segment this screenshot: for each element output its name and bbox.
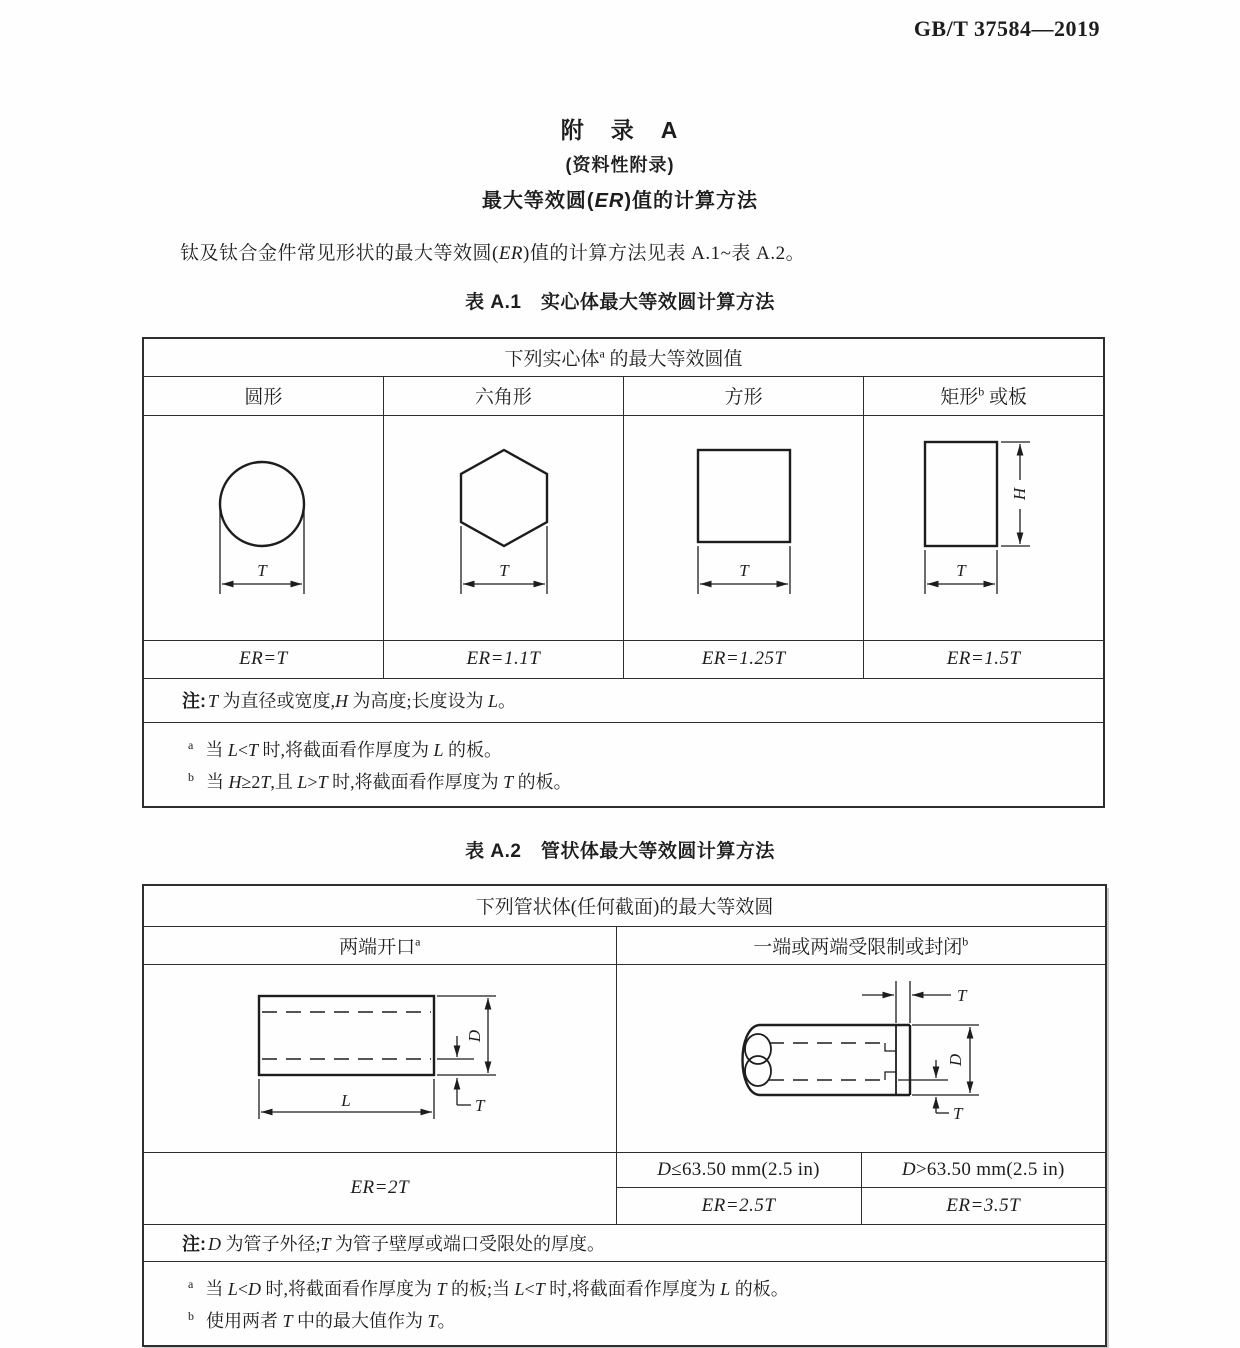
rectangle-diagram	[864, 416, 1104, 640]
dim-label-t: T	[952, 1103, 962, 1123]
cell-square-diagram	[624, 415, 864, 640]
appendix-heading: 最大等效圆(ER)值的计算方法	[481, 190, 759, 212]
footnote-marker: a	[188, 737, 194, 752]
col-header-restricted-ends: 一端或两端受限制或封闭$^b$	[616, 926, 1106, 964]
appendix-subtitle: (资料性附录)	[565, 155, 675, 175]
dim-label-l: L	[341, 1090, 351, 1110]
er-formula-open-tube: ER=2T	[143, 1152, 616, 1224]
appendix-title: 附 录 A	[560, 117, 680, 143]
table-a1-footnotes	[143, 722, 1104, 807]
table-a1-span-header: 下列实心体$^a$ 的最大等效圆值	[143, 338, 1104, 376]
footnote-text: 使用两者 T 中的最大值作为 T。	[206, 1310, 456, 1331]
col-header-rectangle: 矩形$^b$ 或板	[864, 376, 1104, 415]
dim-label-t: T	[499, 560, 509, 580]
col-header-square: 方形	[624, 376, 864, 415]
footnote-a	[188, 1275, 1095, 1301]
table-a2-caption: 表 A.2 管状体最大等效圆计算方法	[465, 841, 775, 862]
cell-circle-diagram	[143, 415, 383, 640]
note-label: 注:	[182, 691, 206, 711]
table-a1	[142, 337, 1105, 808]
footnote-b	[188, 768, 1093, 794]
note-text: D 为管子外径;T 为管子壁厚或端口受限处的厚度。	[208, 1233, 606, 1254]
closed-tube-diagram	[617, 965, 1107, 1152]
er-formula-square: ER=1.25T	[624, 640, 864, 678]
dim-label-t: T	[257, 560, 267, 580]
note-text: T 为直径或宽度,H 为高度;长度设为 L。	[208, 691, 517, 711]
footnote-b	[188, 1307, 1095, 1333]
er-formula-circle: ER=T	[143, 640, 383, 678]
er-formula-d-large: ER=3.5T	[861, 1187, 1106, 1224]
table-a2-footnotes	[143, 1261, 1106, 1346]
table-a1-caption: 表 A.1 实心体最大等效圆计算方法	[465, 292, 775, 313]
dim-label-t: T	[739, 560, 749, 580]
footnote-marker: b	[188, 1308, 194, 1323]
intro-paragraph: 钛及钛合金件常见形状的最大等效圆(ER)值的计算方法见表 A.1~表 A.2。	[180, 243, 806, 264]
col-header-hexagon: 六角形	[383, 376, 623, 415]
dim-label-t: T	[956, 560, 966, 580]
er-formula-hexagon: ER=1.1T	[383, 640, 623, 678]
condition-d-small: D≤63.50 mm(2.5 in)	[616, 1152, 861, 1187]
footnote-a	[188, 736, 1093, 762]
dim-label-d: D	[465, 1029, 484, 1042]
cell-open-tube-diagram	[143, 964, 616, 1152]
cell-hexagon-diagram	[383, 415, 623, 640]
standard-number: GB/T 37584—2019	[913, 16, 1100, 41]
condition-d-large: D>63.50 mm(2.5 in)	[861, 1152, 1106, 1187]
note-label: 注:	[182, 1233, 206, 1254]
table-a2-note	[143, 1224, 1106, 1261]
table-a2-span-header: 下列管状体(任何截面)的最大等效圆	[143, 885, 1106, 926]
table-a2	[142, 884, 1107, 1347]
col-header-open-ends: 两端开口$^a$	[143, 926, 616, 964]
cell-rectangle-diagram	[864, 415, 1104, 640]
table-a1-note	[143, 678, 1104, 722]
dim-label-t: T	[475, 1095, 485, 1115]
dim-label-t: T	[956, 985, 966, 1005]
cell-closed-tube-diagram	[616, 964, 1106, 1152]
circle-diagram	[144, 416, 384, 640]
open-tube-diagram	[144, 965, 617, 1152]
footnote-text: 当 L<D 时,将截面看作厚度为 T 的板;当 L<T 时,将截面看作厚度为 L 的板。	[205, 1278, 789, 1299]
dim-label-h: H	[1010, 487, 1030, 500]
col-header-circle: 圆形	[143, 376, 383, 415]
er-formula-d-small: ER=2.5T	[616, 1187, 861, 1224]
er-formula-rectangle: ER=1.5T	[864, 640, 1104, 678]
footnote-marker: b	[188, 769, 194, 784]
square-diagram	[624, 416, 864, 640]
footnote-text: 当 L<T 时,将截面看作厚度为 L 的板。	[205, 739, 503, 760]
hexagon-diagram	[384, 416, 624, 640]
footnote-marker: a	[188, 1276, 194, 1291]
footnote-text: 当 H≥2T,且 L>T 时,将截面看作厚度为 T 的板。	[206, 771, 572, 792]
dim-label-d: D	[945, 1053, 965, 1066]
